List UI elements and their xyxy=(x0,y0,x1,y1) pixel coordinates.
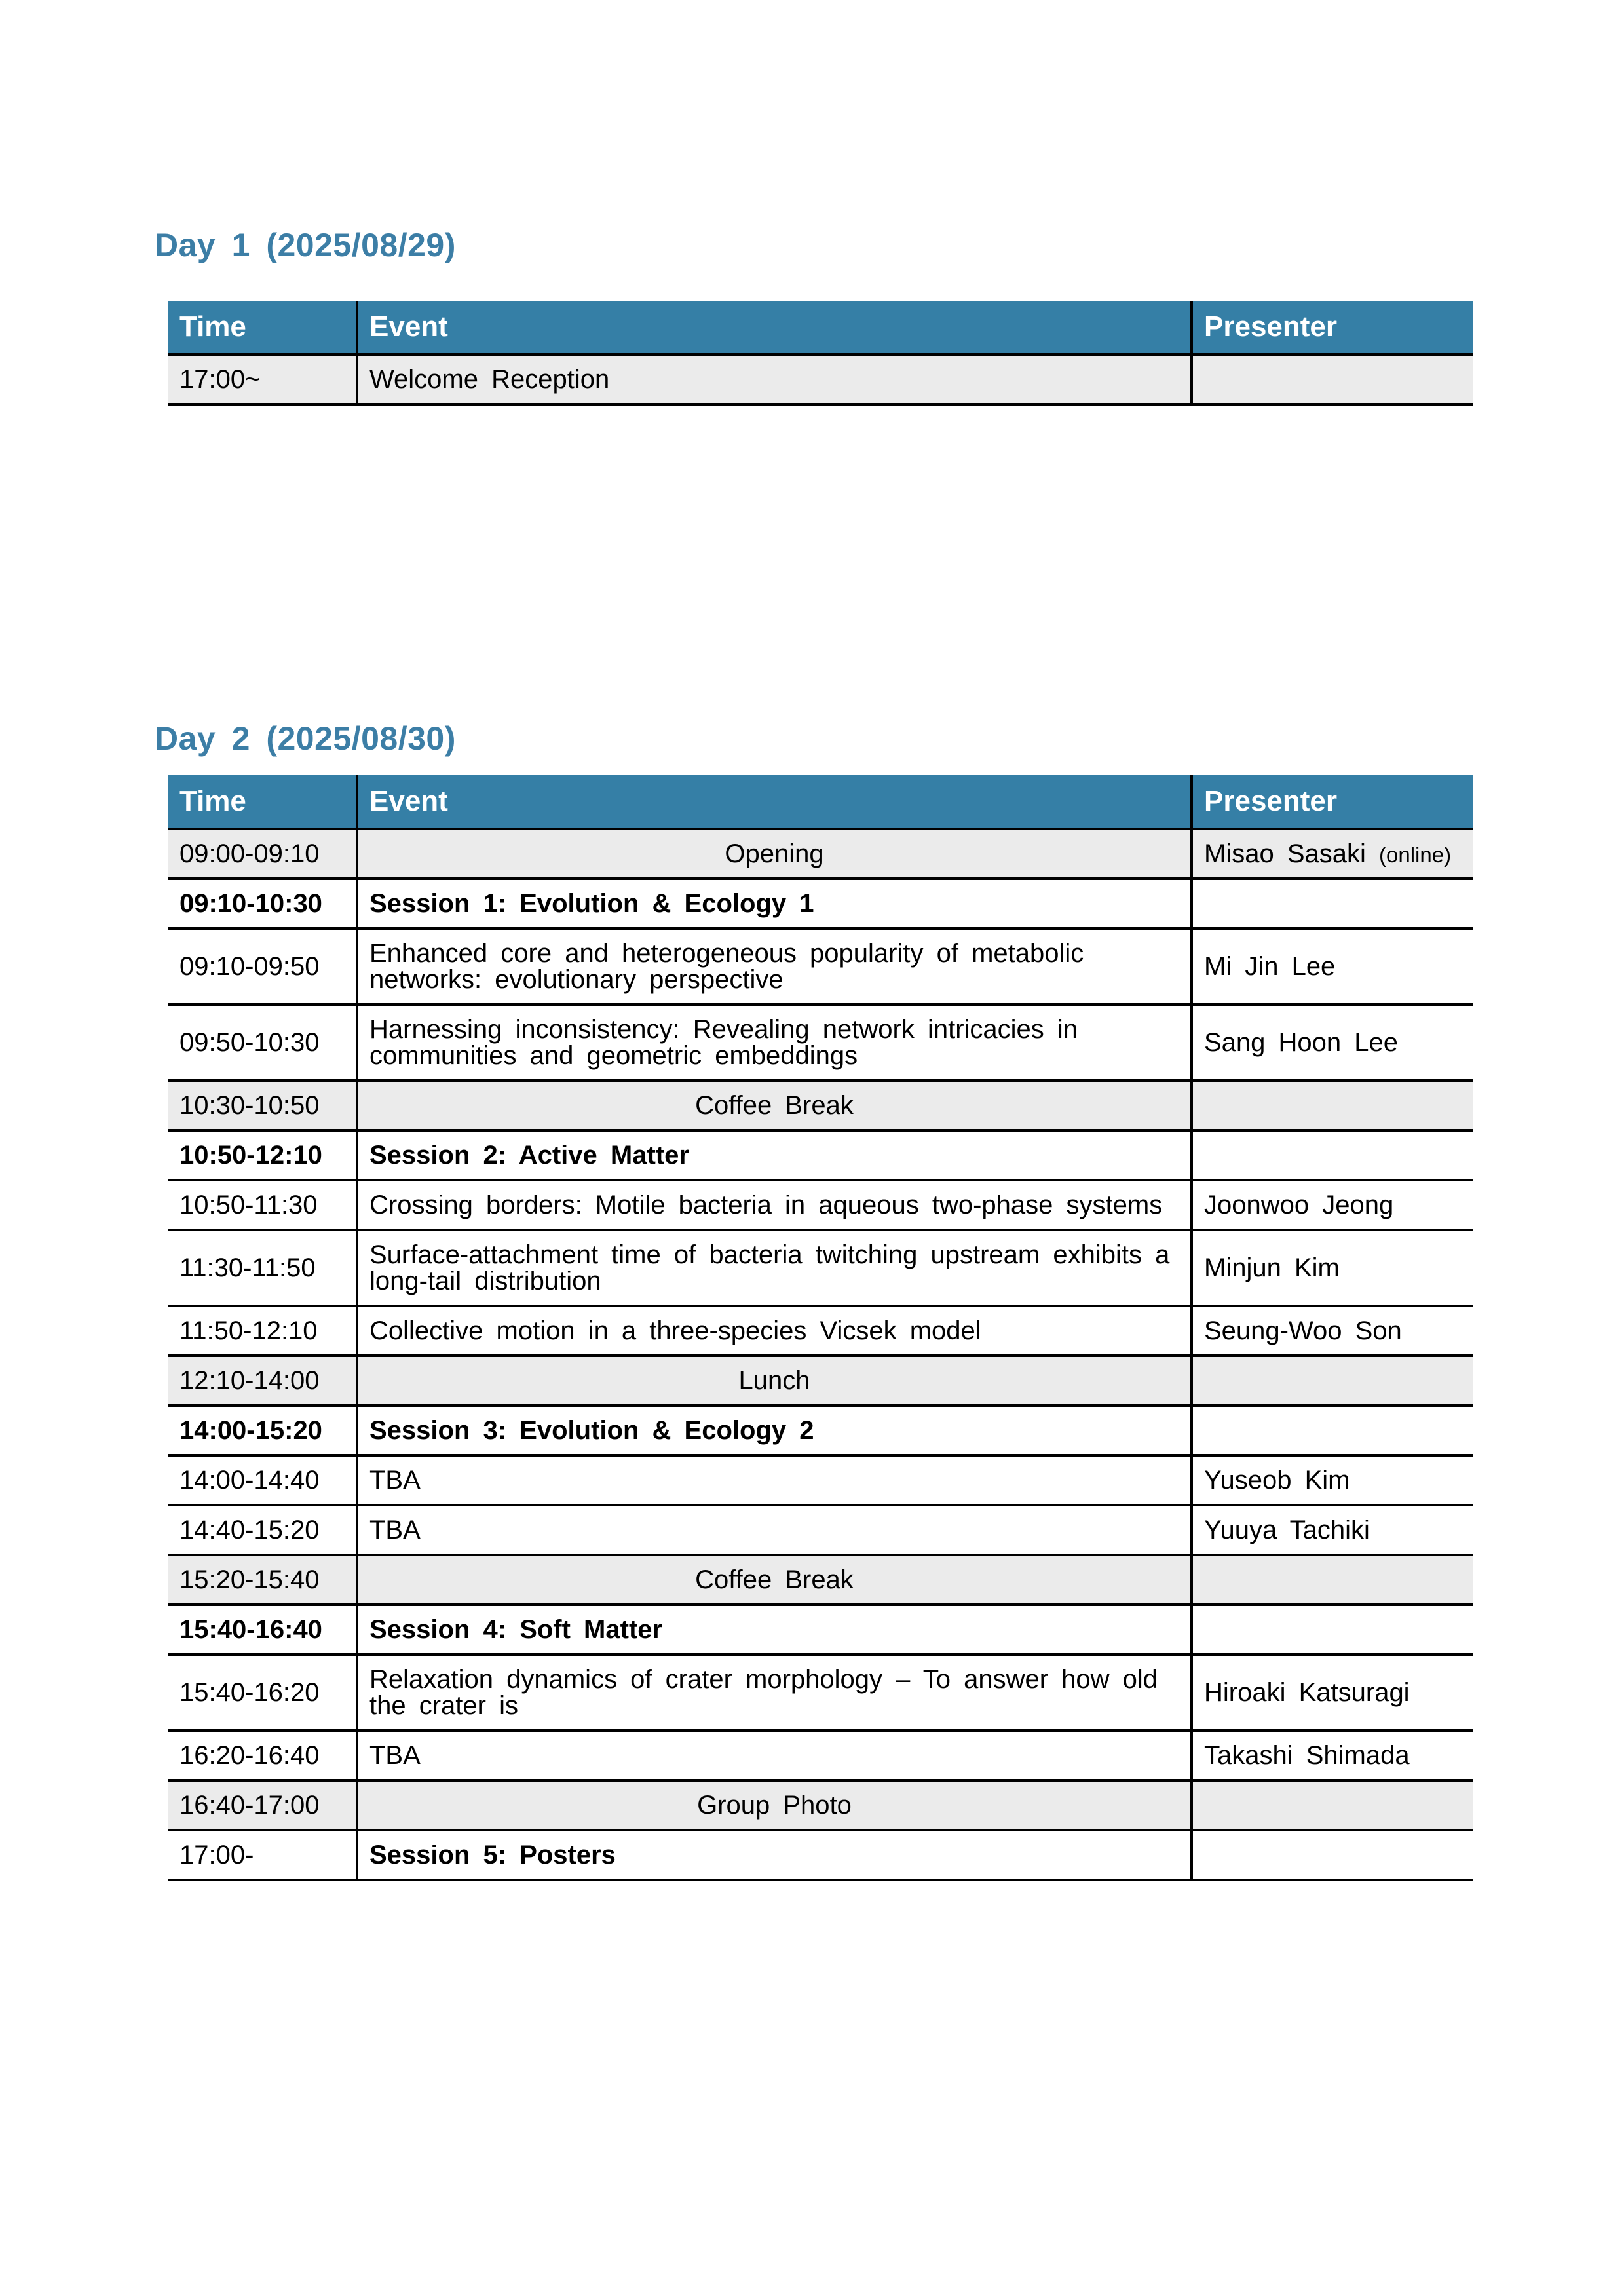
time-cell: 12:10-14:00 xyxy=(168,1356,357,1406)
header-time: Time xyxy=(168,301,357,354)
time-cell: 15:40-16:40 xyxy=(168,1605,357,1655)
presenter-cell xyxy=(1192,354,1473,404)
table-row xyxy=(168,1830,1473,1880)
table-row xyxy=(168,928,1473,1004)
event-cell: Group Photo xyxy=(357,1780,1192,1830)
presenter-cell: Seung-Woo Son xyxy=(1192,1306,1473,1356)
header-presenter: Presenter xyxy=(1192,301,1473,354)
event-cell: Harnessing inconsistency: Revealing network intricacies in communities and geometric embeddings xyxy=(357,1004,1192,1081)
online-note: (online) xyxy=(1379,843,1452,867)
event-cell: Enhanced core and heterogeneous popularity of metabolic networks: evolutionary perspective xyxy=(357,928,1192,1004)
event-cell: Session 4: Soft Matter xyxy=(357,1605,1192,1655)
table-row xyxy=(168,1004,1473,1081)
session-row xyxy=(168,879,1473,928)
table-row xyxy=(168,1655,1473,1731)
event-cell: Collective motion in a three-species Vicsek model xyxy=(357,1306,1192,1356)
table-row xyxy=(168,1180,1473,1230)
event-cell: Lunch xyxy=(357,1356,1192,1406)
header-presenter: Presenter xyxy=(1192,775,1473,829)
event-cell: Session 5: Posters xyxy=(357,1830,1192,1880)
event-cell: Surface-attachment time of bacteria twitching upstream exhibits a long-tail distribution xyxy=(357,1230,1192,1306)
time-cell: 15:20-15:40 xyxy=(168,1555,357,1605)
table-row xyxy=(168,1306,1473,1356)
session-row xyxy=(168,1605,1473,1655)
time-cell: 09:10-09:50 xyxy=(168,928,357,1004)
time-cell: 16:40-17:00 xyxy=(168,1780,357,1830)
header-event: Event xyxy=(357,301,1192,354)
event-cell: Opening xyxy=(357,829,1192,879)
time-cell: 16:20-16:40 xyxy=(168,1731,357,1780)
time-cell: 11:30-11:50 xyxy=(168,1230,357,1306)
time-cell: 17:00~ xyxy=(168,354,357,404)
table-row xyxy=(168,829,1473,879)
presenter-cell xyxy=(1192,1130,1473,1180)
day1-heading: Day 1 (2025/08/29) xyxy=(155,227,456,263)
time-cell: 17:00- xyxy=(168,1830,357,1880)
table-row xyxy=(168,1455,1473,1505)
presenter-cell xyxy=(1192,1406,1473,1455)
time-cell: 14:40-15:20 xyxy=(168,1505,357,1555)
presenter-cell xyxy=(1192,1555,1473,1605)
time-cell: 10:50-11:30 xyxy=(168,1180,357,1230)
event-cell: TBA xyxy=(357,1505,1192,1555)
time-cell: 14:00-15:20 xyxy=(168,1406,357,1455)
event-cell: TBA xyxy=(357,1455,1192,1505)
event-cell: Session 1: Evolution & Ecology 1 xyxy=(357,879,1192,928)
presenter-cell: Yuseob Kim xyxy=(1192,1455,1473,1505)
table-row xyxy=(168,1081,1473,1130)
table-row xyxy=(168,1555,1473,1605)
presenter-cell xyxy=(1192,1605,1473,1655)
presenter-cell xyxy=(1192,1081,1473,1130)
presenter-cell: Sang Hoon Lee xyxy=(1192,1004,1473,1081)
table-row xyxy=(168,1780,1473,1830)
time-cell: 15:40-16:20 xyxy=(168,1655,357,1731)
header-event: Event xyxy=(357,775,1192,829)
presenter-cell: Minjun Kim xyxy=(1192,1230,1473,1306)
presenter-name: Misao Sasaki xyxy=(1204,839,1366,868)
presenter-cell: Takashi Shimada xyxy=(1192,1731,1473,1780)
session-row xyxy=(168,1130,1473,1180)
presenter-cell: Joonwoo Jeong xyxy=(1192,1180,1473,1230)
presenter-cell xyxy=(1192,1356,1473,1406)
table-row xyxy=(168,354,1473,404)
presenter-cell xyxy=(1192,829,1473,879)
time-cell: 10:30-10:50 xyxy=(168,1081,357,1130)
time-cell: 09:10-10:30 xyxy=(168,879,357,928)
table-row xyxy=(168,1731,1473,1780)
event-cell: Coffee Break xyxy=(357,1081,1192,1130)
time-cell: 11:50-12:10 xyxy=(168,1306,357,1356)
presenter-cell xyxy=(1192,1780,1473,1830)
table-row xyxy=(168,1505,1473,1555)
event-cell: TBA xyxy=(357,1731,1192,1780)
time-cell: 09:50-10:30 xyxy=(168,1004,357,1081)
presenter-cell: Hiroaki Katsuragi xyxy=(1192,1655,1473,1731)
table-header-row xyxy=(168,301,1473,354)
event-cell: Welcome Reception xyxy=(357,354,1192,404)
session-row xyxy=(168,1406,1473,1455)
event-cell: Session 2: Active Matter xyxy=(357,1130,1192,1180)
table-header-row xyxy=(168,775,1473,829)
event-cell: Session 3: Evolution & Ecology 2 xyxy=(357,1406,1192,1455)
time-cell: 14:00-14:40 xyxy=(168,1455,357,1505)
table-row xyxy=(168,1356,1473,1406)
event-cell: Coffee Break xyxy=(357,1555,1192,1605)
presenter-cell xyxy=(1192,1830,1473,1880)
event-cell: Relaxation dynamics of crater morphology – To answer how old the crater is xyxy=(357,1655,1192,1731)
table-row xyxy=(168,1230,1473,1306)
presenter-cell: Yuuya Tachiki xyxy=(1192,1505,1473,1555)
presenter-cell xyxy=(1192,879,1473,928)
day1-schedule-table xyxy=(168,301,1473,406)
header-time: Time xyxy=(168,775,357,829)
day2-schedule-table xyxy=(168,775,1473,1881)
event-cell: Crossing borders: Motile bacteria in aqueous two-phase systems xyxy=(357,1180,1192,1230)
presenter-cell: Mi Jin Lee xyxy=(1192,928,1473,1004)
time-cell: 09:00-09:10 xyxy=(168,829,357,879)
time-cell: 10:50-12:10 xyxy=(168,1130,357,1180)
day2-heading: Day 2 (2025/08/30) xyxy=(155,720,456,757)
